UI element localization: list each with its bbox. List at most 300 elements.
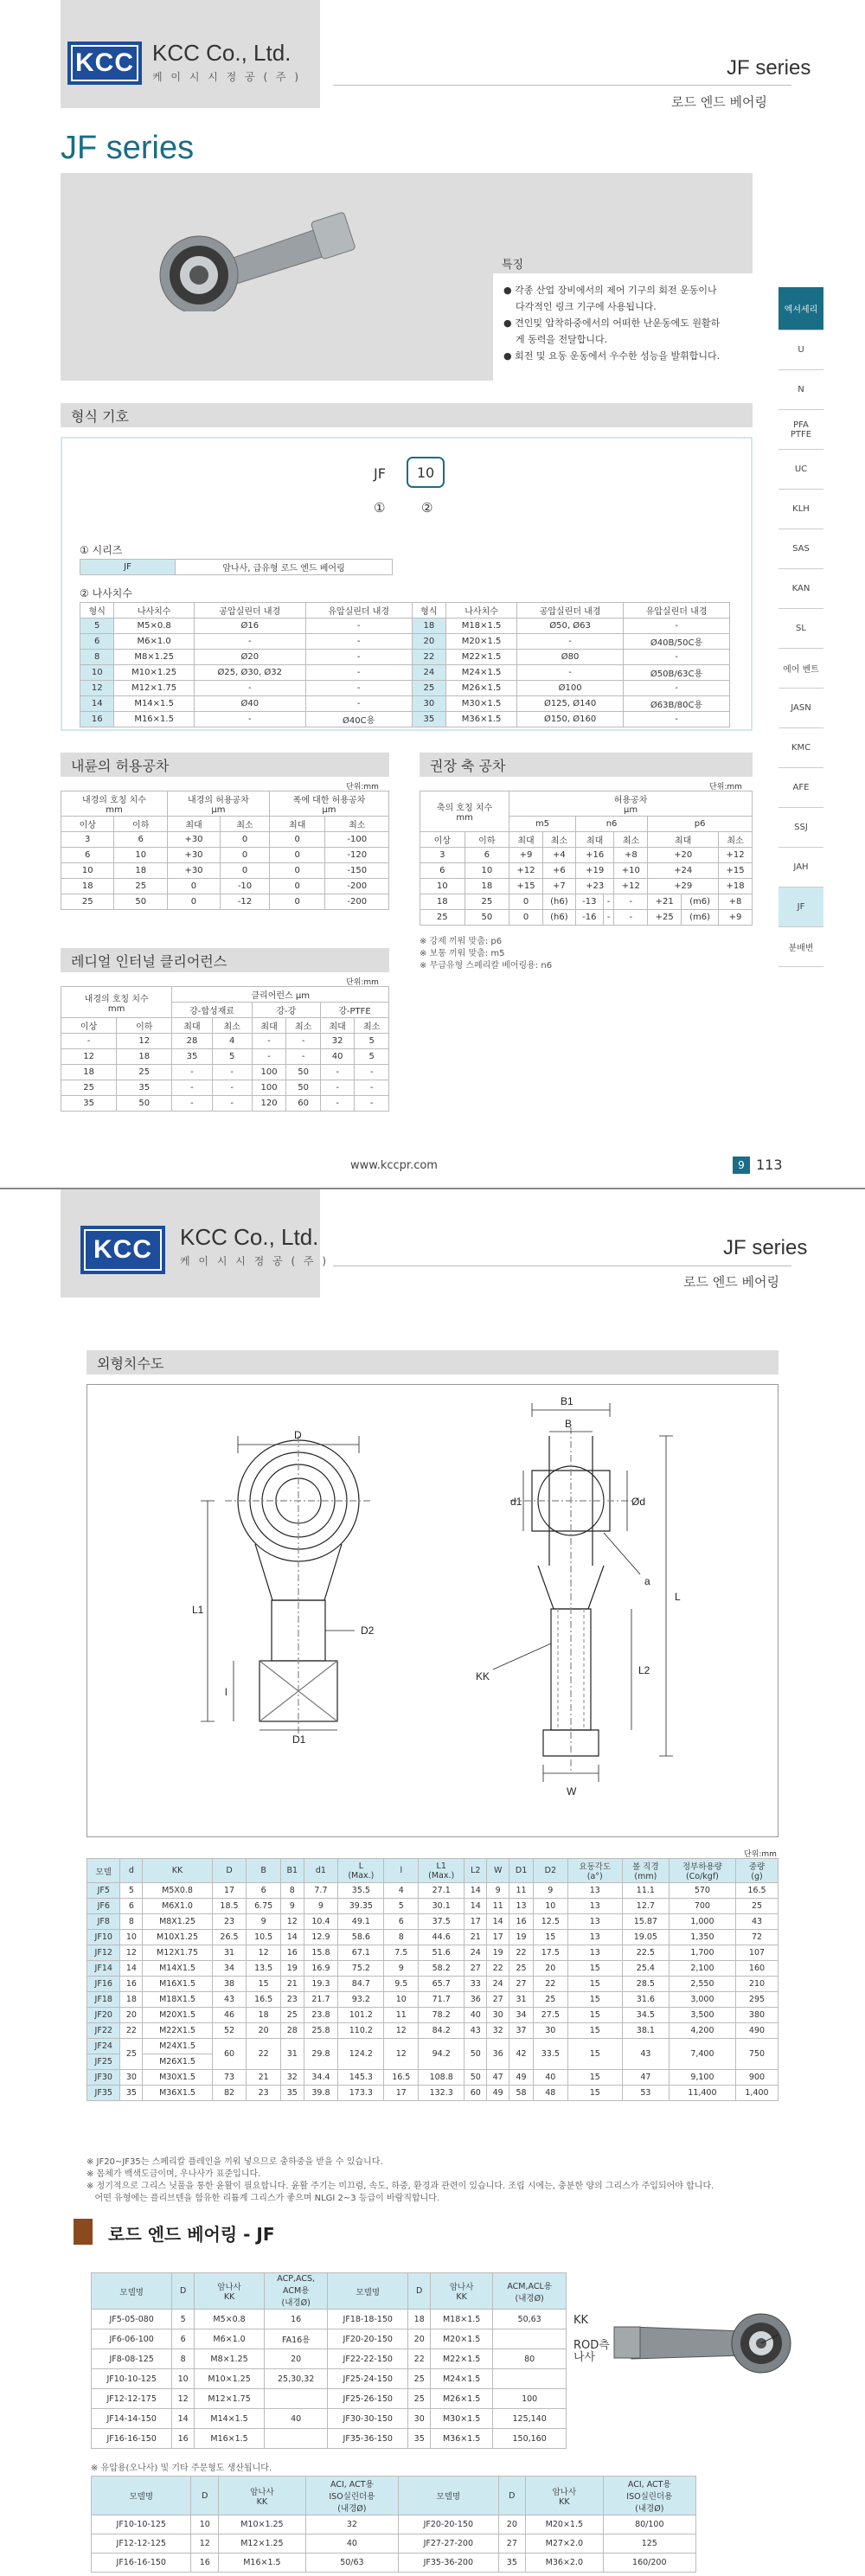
table-cell: JF16-16-150 [92, 2554, 191, 2573]
table-cell: 49 [509, 2070, 534, 2086]
table-row [80, 650, 730, 665]
table-cell: M10X1.25 [143, 1930, 212, 1945]
table-cell: 16.5 [736, 1883, 778, 1899]
company-name-kr: 케 이 시 시 정 공 ( 주 ) [180, 1255, 330, 1267]
table-cell: 0 [269, 894, 325, 910]
table-cell: +8 [719, 894, 753, 910]
rod-note: ※ 유압용(오나사) 및 기타 주문형도 생산됩니다. [91, 2464, 272, 2473]
table-row [80, 665, 730, 681]
table-cell: 60 [286, 1096, 321, 1112]
model-mark-2: ② [421, 500, 433, 516]
table-cell: +15 [509, 879, 543, 894]
table-cell: - [194, 712, 305, 727]
table-row [87, 2070, 778, 2086]
table-cell: 2,550 [669, 1977, 735, 1992]
table-cell: JF5-05-080 [92, 2310, 172, 2329]
table-cell: 22 [120, 2023, 143, 2039]
table-cell: 31 [212, 1945, 247, 1961]
table-cell: 4,200 [669, 2023, 735, 2039]
table-cell: 47 [622, 2070, 669, 2086]
table-cell: 12 [191, 2534, 219, 2554]
table-cell: 12 [247, 1945, 281, 1961]
table-cell: 0 [269, 832, 325, 848]
table-cell: 6 [61, 848, 114, 863]
table-cell: - [212, 1080, 252, 1096]
table-cell: 9 [247, 1914, 281, 1930]
iso-table [91, 2476, 696, 2573]
label-KK: KK [476, 1670, 490, 1682]
table-cell: 15 [567, 2086, 622, 2101]
table-cell: JF8 [87, 1914, 120, 1930]
table-cell: M18×1.5 [430, 2310, 492, 2329]
side-tab[interactable]: SAS [778, 529, 823, 569]
side-tab[interactable]: JAH [778, 848, 823, 888]
page-1 [0, 0, 865, 1185]
table-cell: 10 [420, 879, 465, 894]
table-cell: 32 [280, 2070, 304, 2086]
th: 폭에 대한 허용공차 μm [269, 791, 388, 817]
label-D: D [294, 1429, 302, 1441]
table-cell: M10×1.25 [194, 2369, 264, 2389]
side-tab[interactable]: 엑셔세리 [778, 287, 823, 330]
side-view [510, 1427, 631, 1773]
table-cell: 12 [172, 2389, 195, 2409]
note: ※ 무급유형 스페리칼 베어링용: n6 [420, 961, 553, 971]
table-row [420, 910, 753, 926]
table-row [87, 1930, 778, 1945]
table-cell: 1,400 [736, 2086, 778, 2101]
table-cell: 65.7 [419, 1977, 465, 1992]
table-cell: 22.5 [622, 1945, 669, 1961]
table-cell: 100 [252, 1080, 286, 1096]
table-cell: 5 [120, 1883, 143, 1899]
table-cell: - [355, 1096, 389, 1112]
table-cell: 19 [487, 1945, 509, 1961]
table-cell: 28 [280, 2023, 304, 2039]
th: 강-강 [252, 1003, 320, 1018]
table-header-cell: W [487, 1859, 509, 1883]
table-cell: 5 [212, 1049, 252, 1065]
table-cell: 4 [212, 1034, 252, 1049]
table-cell: 160/200 [603, 2554, 695, 2573]
table-cell: 13 [509, 1899, 534, 1914]
table-cell: (h6) [542, 894, 575, 910]
table-cell: M12×1.75 [194, 2389, 264, 2409]
th: 강-합성재료 [172, 1003, 252, 1018]
table-row [87, 1899, 778, 1914]
table-cell: 6 [172, 2329, 195, 2349]
table-cell: 10 [114, 848, 167, 863]
table-cell: M8×1.25 [114, 650, 194, 665]
table-cell: 6 [420, 863, 465, 879]
side-tab[interactable]: SL [778, 609, 823, 649]
table-cell: 10 [61, 863, 114, 879]
table-cell: -10 [221, 879, 270, 894]
table-cell: 16.5 [384, 2070, 419, 2086]
table-cell: M22X1.5 [143, 2023, 212, 2039]
table-cell: M24X1.5 [143, 2039, 212, 2054]
table-cell: 12 [384, 2023, 419, 2039]
radial-header: 레디얼 인터널 클리어런스 [61, 948, 389, 972]
table-cell: 18 [120, 1992, 143, 2008]
inner-tol-unit: 단위:mm [346, 783, 379, 791]
table-cell: M6×1.0 [194, 2329, 264, 2349]
side-tab[interactable]: 에어 벤트 [778, 649, 823, 689]
table-cell: 21 [247, 2070, 281, 2086]
table-cell: 12 [61, 1049, 117, 1065]
table-cell: 15.87 [622, 1914, 669, 1930]
table-cell: 11,400 [669, 2086, 735, 2101]
table-row [61, 1096, 389, 1112]
table-cell: 5 [355, 1049, 389, 1065]
table-row [87, 2023, 778, 2039]
model-prefix: JF [374, 465, 386, 482]
table-cell: 40 [320, 1049, 355, 1065]
label-B: B [565, 1418, 573, 1430]
table-cell: 3,000 [669, 1992, 735, 2008]
table-cell: - [305, 665, 412, 681]
table-cell: - [320, 1080, 355, 1096]
table-cell: 8 [384, 1930, 419, 1945]
th: 공압실린더 내경 [194, 603, 305, 618]
page-title: JF series [61, 130, 195, 166]
table-cell: 21 [465, 1930, 487, 1945]
table-cell: 6 [80, 634, 114, 650]
table-cell: - [517, 665, 624, 681]
table-cell: 25 [420, 910, 465, 926]
table-cell: 100 [252, 1065, 286, 1080]
table-cell: 75.2 [338, 1961, 384, 1977]
table-header-cell: 암나사 KK [526, 2477, 603, 2515]
table-cell: 27 [487, 1992, 509, 2008]
table-cell: 9 [533, 1883, 567, 1899]
table-cell: 0 [269, 879, 325, 894]
table-cell: JF22 [87, 2023, 120, 2039]
radial-unit: 단위:mm [346, 978, 379, 987]
th: 유압실린더 내경 [624, 603, 730, 618]
table-cell: M5X0.8 [143, 1883, 212, 1899]
th: 최소 [212, 1018, 252, 1034]
table-cell: +10 [614, 863, 648, 879]
table-cell: 80 [493, 2349, 567, 2369]
table-cell: 6.75 [247, 1899, 281, 1914]
table-cell: 16 [265, 2310, 328, 2329]
table-row [87, 1883, 778, 1899]
table-header-cell: 암나사 KK [219, 2477, 306, 2515]
table-row [61, 1065, 389, 1080]
table-cell: JF18-18-150 [328, 2310, 408, 2329]
table-cell: 49 [487, 2086, 509, 2101]
table-cell: - [305, 618, 412, 634]
dim-table [86, 1858, 778, 2101]
table-cell: JF30-30-150 [328, 2409, 408, 2429]
table-cell: Ø125, Ø140 [517, 696, 624, 712]
table-cell: JF18 [87, 1992, 120, 2008]
table-cell: 34.5 [622, 2008, 669, 2023]
table-cell: 15 [567, 2008, 622, 2023]
company-name-kr: 케 이 시 시 정 공 ( 주 ) [152, 71, 302, 83]
rod-end-photo [606, 2297, 804, 2383]
table-cell: 125 [603, 2534, 695, 2554]
table-cell: -13 [575, 894, 603, 910]
table-cell: JF27-27-200 [399, 2534, 498, 2554]
side-tab[interactable]: SSJ [778, 808, 823, 848]
table-cell: 3,500 [669, 2008, 735, 2023]
table-cell: 71.7 [419, 1992, 465, 2008]
dim-header-row [87, 1859, 778, 1883]
table-row [87, 1945, 778, 1961]
table-cell: (h6) [542, 910, 575, 926]
series-desc: 암나사, 급유형 로드 엔드 베어링 [176, 560, 393, 575]
th: 클리어런스 μm [172, 987, 389, 1003]
table-cell: - [624, 681, 730, 696]
table-header-cell: B [247, 1859, 281, 1883]
table-cell: 12.9 [304, 1930, 338, 1945]
table-cell: 18 [420, 894, 465, 910]
table-cell: M20X1.5 [143, 2008, 212, 2023]
model-box: 10 [407, 457, 445, 488]
table-cell: +20 [648, 848, 719, 863]
table-cell: 8 [172, 2349, 195, 2369]
table-cell: - [603, 894, 614, 910]
table-cell: 84.2 [419, 2023, 465, 2039]
table-cell: 34.4 [304, 2070, 338, 2086]
table-cell: M16×1.5 [114, 712, 194, 727]
table-cell: 27 [509, 1977, 534, 1992]
series-title: JF series [723, 1236, 808, 1259]
table-cell: 19 [280, 1961, 304, 1977]
table-cell: 28.5 [622, 1977, 669, 1992]
table-cell: 60 [465, 2086, 487, 2101]
feature-item: ● 각종 산업 장비에서의 제어 기구의 회전 운동이나 [503, 285, 717, 296]
side-tab[interactable]: KLH [778, 490, 823, 529]
table-cell: 160 [736, 1961, 778, 1977]
table-cell: 24 [487, 1977, 509, 1992]
table-cell: 15 [533, 1930, 567, 1945]
label-D2: D2 [361, 1624, 375, 1637]
table-cell: 7.5 [384, 1945, 419, 1961]
table-row [92, 2409, 567, 2429]
table-cell: +30 [167, 863, 220, 879]
table-header-cell: ACP,ACS, ACM용 (내경Ø) [265, 2273, 328, 2310]
table-cell: 100 [493, 2389, 567, 2409]
side-tab[interactable]: KAN [778, 569, 823, 609]
table-row [61, 894, 389, 910]
table-cell: Ø16 [194, 618, 305, 634]
table-cell: M14X1.5 [143, 1961, 212, 1977]
table-cell: - [355, 1065, 389, 1080]
table-header-cell: 모델명 [399, 2477, 498, 2515]
table-cell: 10 [465, 863, 509, 879]
table-cell: M24×1.5 [446, 665, 517, 681]
table-cell: 10 [384, 1992, 419, 2008]
side-tab[interactable]: N [778, 370, 823, 410]
side-tab[interactable]: JASN [778, 689, 823, 728]
table-cell: 10 [80, 665, 114, 681]
side-tab[interactable]: AFE [778, 768, 823, 808]
side-tab[interactable]: 분배변 [778, 927, 823, 967]
table-cell: 17 [487, 1930, 509, 1945]
table-cell: 570 [669, 1883, 735, 1899]
table-header-cell: ACI, ACT용 ISO실린더용 (내경Ø) [305, 2477, 398, 2515]
table-cell: 2,100 [669, 1961, 735, 1977]
table-cell: 15 [567, 1992, 622, 2008]
table-cell: 33.5 [533, 2039, 567, 2070]
table-cell: 0 [509, 894, 543, 910]
table-cell: 25.4 [622, 1961, 669, 1977]
table-cell: 110.2 [338, 2023, 384, 2039]
table-header-cell: ACM,ACL용 (내경Ø) [493, 2273, 567, 2310]
table-cell: Ø50B/63C용 [624, 665, 730, 681]
table-cell: 107 [736, 1945, 778, 1961]
table-cell: JF16-16-150 [92, 2429, 172, 2449]
table-cell: 8 [120, 1914, 143, 1930]
table-cell: 210 [736, 1977, 778, 1992]
table-cell: 16 [509, 1914, 534, 1930]
table-cell: M14×1.5 [114, 696, 194, 712]
table-cell: 31 [280, 2039, 304, 2070]
table-cell: 11 [384, 2008, 419, 2023]
label-l: l [225, 1686, 227, 1698]
radial-table [61, 986, 389, 1112]
table-cell: 10 [191, 2515, 219, 2534]
table-cell: - [212, 1065, 252, 1080]
table-cell: 900 [736, 2070, 778, 2086]
table-cell: 20 [247, 2023, 281, 2039]
table-cell: 18 [61, 879, 114, 894]
table-cell: 0 [269, 863, 325, 879]
table-cell: M36×2.0 [526, 2554, 603, 2573]
side-tab[interactable]: U [778, 330, 823, 370]
table-cell: 26.5 [212, 1930, 247, 1945]
table-cell: 35 [117, 1080, 172, 1096]
table-cell: 93.2 [338, 1992, 384, 2008]
side-tab[interactable]: JF [778, 888, 823, 927]
series-table [80, 559, 393, 575]
table-cell: 18 [61, 1065, 117, 1080]
table-cell: - [305, 634, 412, 650]
table-cell: +9 [509, 848, 543, 863]
th: p6 [648, 817, 753, 832]
table-cell: 12 [384, 2039, 419, 2070]
side-tab[interactable]: UC [778, 450, 823, 490]
table-cell: 16 [191, 2554, 219, 2573]
table-cell: - [355, 1080, 389, 1096]
table-cell: 50 [465, 2070, 487, 2086]
table-cell: 490 [736, 2023, 778, 2039]
th: 형식 [412, 603, 445, 618]
table-cell: JF22-22-150 [328, 2349, 408, 2369]
table-cell: 23.8 [304, 2008, 338, 2023]
table-cell: 32 [320, 1034, 355, 1049]
th: 형식 [80, 603, 114, 618]
table-cell: +30 [167, 832, 220, 848]
rod-nut-label: ROD측 나사 [573, 2339, 610, 2364]
table-row [80, 681, 730, 696]
table-cell: 1,350 [669, 1930, 735, 1945]
label-d: Ød [631, 1496, 646, 1508]
table-row [87, 1961, 778, 1977]
table-cell: M12X1.75 [143, 1945, 212, 1961]
table-cell: 73 [212, 2070, 247, 2086]
table-cell: 50 [465, 910, 509, 926]
table-cell: 47 [487, 2070, 509, 2086]
table-cell: 15 [567, 2039, 622, 2070]
th: n6 [575, 817, 647, 832]
table-cell: Ø63B/80C용 [624, 696, 730, 712]
table-cell: -100 [325, 832, 389, 848]
rod-header-row [92, 2273, 567, 2310]
table-cell: 16 [80, 712, 114, 727]
table-cell: 15 [567, 1977, 622, 1992]
table-cell: 20 [412, 634, 445, 650]
th: 이상 [61, 1018, 117, 1034]
series-code: JF [80, 560, 176, 575]
table-cell: JF20-20-150 [399, 2515, 498, 2534]
side-tab[interactable]: KMC [778, 728, 823, 768]
table-cell: Ø80 [517, 650, 624, 665]
table-cell: 35 [412, 712, 445, 727]
table-cell: 10.5 [247, 1930, 281, 1945]
inner-tol-rows [61, 832, 389, 910]
table-cell: 9 [487, 1883, 509, 1899]
th: 나사치수 [446, 603, 517, 618]
side-dims [493, 1403, 673, 1782]
table-cell: M26×1.5 [446, 681, 517, 696]
shaft-notes [420, 936, 552, 972]
th: 최소 [355, 1018, 389, 1034]
table-cell: 16.9 [304, 1961, 338, 1977]
table-cell: Ø150, Ø160 [517, 712, 624, 727]
table-cell: 12 [80, 681, 114, 696]
iso-rows [92, 2515, 696, 2573]
table-cell: -120 [325, 848, 389, 863]
table-header-cell: 볼 직경 (mm) [622, 1859, 669, 1883]
table-header-cell: 요동각도 (a°) [567, 1859, 622, 1883]
table-cell: - [624, 712, 730, 727]
table-cell: 0 [167, 894, 220, 910]
table-cell: M6X1.0 [143, 1899, 212, 1914]
th: 최소 [286, 1018, 321, 1034]
table-cell: M36X1.5 [143, 2086, 212, 2101]
table-cell: 43 [465, 2023, 487, 2039]
table-cell: 37.5 [419, 1914, 465, 1930]
table-header-cell: D2 [533, 1859, 567, 1883]
table-cell: 15 [567, 2023, 622, 2039]
table-row [80, 696, 730, 712]
side-tab-nav [778, 287, 823, 967]
table-cell: JF8-08-125 [92, 2349, 172, 2369]
side-tab[interactable]: PFA PTFE [778, 410, 823, 450]
table-cell: 51.6 [419, 1945, 465, 1961]
table-cell: Ø40B/50C용 [624, 634, 730, 650]
table-cell: M24×1.5 [430, 2369, 492, 2389]
th: 축의 호칭 치수 mm [420, 791, 509, 832]
table-cell: 124.2 [338, 2039, 384, 2070]
table-cell: 72 [736, 1930, 778, 1945]
table-cell: 16 [172, 2429, 195, 2449]
table-cell: 48 [533, 2086, 567, 2101]
table-cell: 9 [280, 1899, 304, 1914]
table-cell: 13 [567, 1899, 622, 1914]
table-cell: 32 [305, 2515, 398, 2534]
table-cell: 50 [286, 1065, 321, 1080]
table-cell: JF25-26-150 [328, 2389, 408, 2409]
table-cell: 120 [252, 1096, 286, 1112]
feature-item: ● 견인및 압착하중에서의 어떠한 난운동에도 원활하 [503, 317, 721, 329]
th: 내경의 허용공차 μm [167, 791, 269, 817]
table-cell: 40 [305, 2534, 398, 2554]
